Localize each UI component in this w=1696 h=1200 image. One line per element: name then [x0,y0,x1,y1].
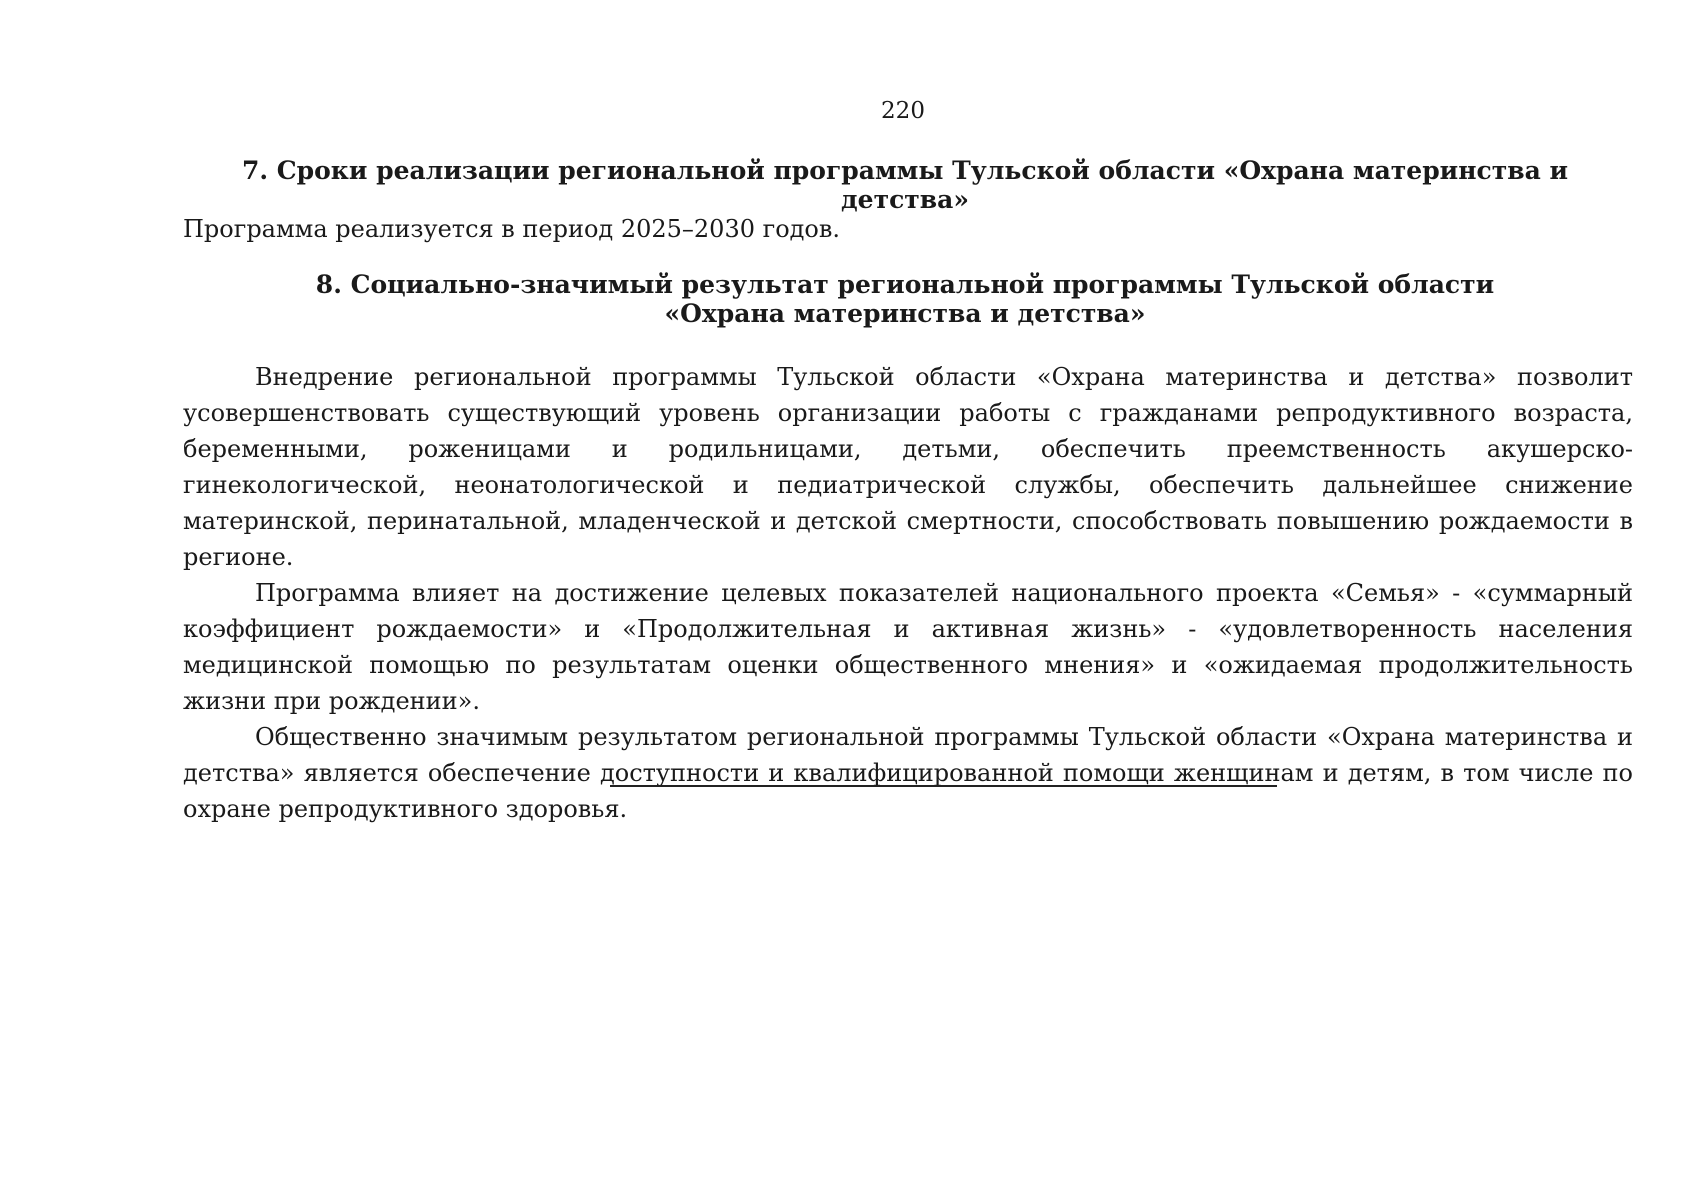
section-8-heading [200,270,1610,328]
paragraph-2: Программа влияет на достижение целевых показателей национального проекта «Семья» - «суммарный коэффициент рождаемости» и «Продолжительная и активная жизнь» - «удовлетворенность населения медицинской помощью по результатам оценки общественного мнения» и «ожидаемая продолжительность жизни при рождении». [183,579,1633,715]
paragraph-1: Внедрение региональной программы Тульской области «Охрана материнства и детства» позволит усовершенствовать существующий уровень организации работы с гражданами репродуктивного возраста, беременными, роженицами и родильницами, детьми, обеспечить преемственность акушерско-гинекологической, неонатологической и педиатрической службы, обеспечить дальнейшее снижение материнской, перинатальной, младенческой и детской смертности, способствовать повышению рождаемости в регионе. [183,363,1633,571]
section-7-heading: 7. Сроки реализации региональной программы Тульской области «Охрана материнства и детства» [241,156,1569,214]
section-8-heading-line1: 8. Социально-значимый результат региональной программы Тульской области [315,270,1495,299]
section-8-body [183,359,1633,827]
page-number: 220 [881,98,925,124]
paragraph-3: Общественно значимым результатом региональной программы Тульской области «Охрана материнства и детства» является обеспечение доступности и квалифицированной помощи женщинам и детям, в том числе по охране репродуктивного здоровья. [183,723,1633,823]
section-7-text: Программа реализуется в период 2025–2030 годов. [183,215,841,243]
end-divider-line [610,785,1277,787]
section-8-heading-line2: «Охрана материнства и детства» [664,299,1146,328]
